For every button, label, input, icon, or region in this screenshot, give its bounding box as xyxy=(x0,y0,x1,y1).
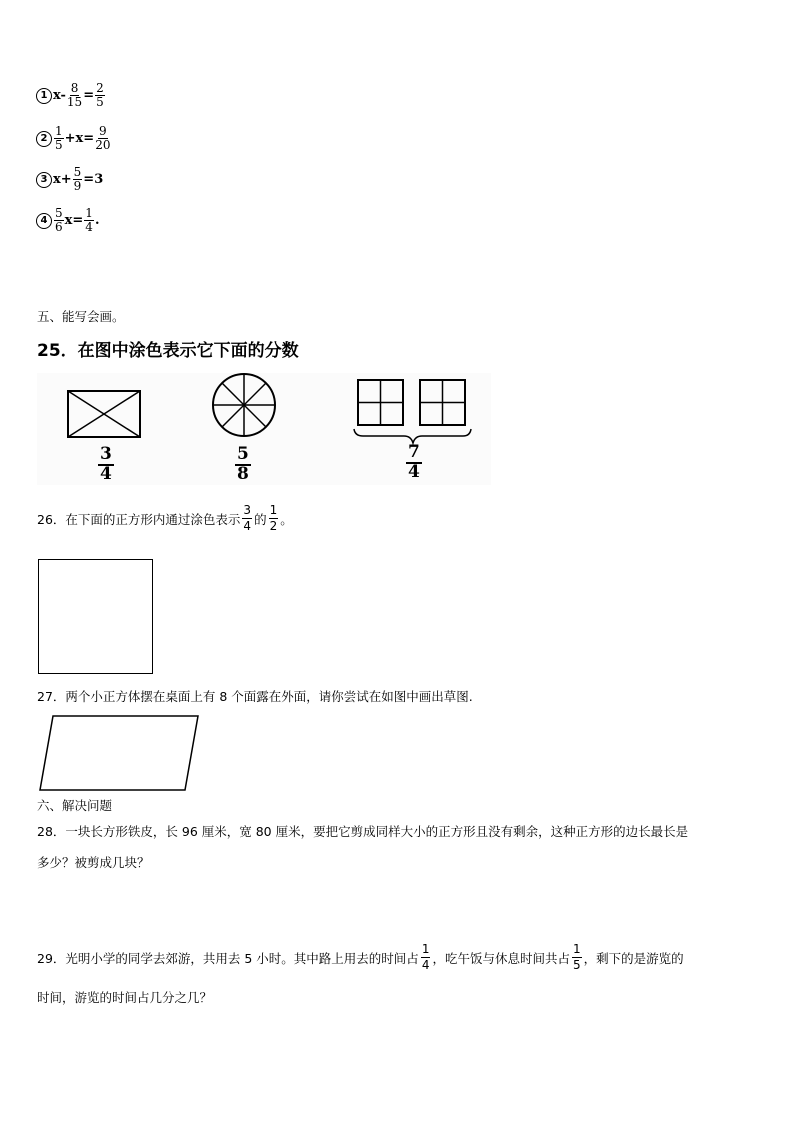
numerator: 1 xyxy=(55,124,63,138)
circle-shape xyxy=(213,374,275,436)
fraction-label xyxy=(98,446,114,483)
equation-text: = xyxy=(83,88,95,103)
denominator: 4 xyxy=(85,220,93,234)
section-five-heading: 五、能写会画。 xyxy=(37,309,125,324)
denominator: 4 xyxy=(421,958,430,972)
fraction xyxy=(73,166,83,193)
equation-text: . xyxy=(94,213,100,228)
denominator: 9 xyxy=(73,179,82,193)
fraction xyxy=(95,82,105,109)
numerator: 7 xyxy=(408,442,420,462)
brace-icon xyxy=(354,429,471,443)
fraction xyxy=(54,125,64,152)
equation-text: =3 xyxy=(83,172,104,187)
fraction xyxy=(54,207,64,234)
question-text: 。 xyxy=(280,511,293,527)
question-28-line-1: 28．一块长方形铁皮，长 96 厘米，宽 80 厘米，要把它剪成同样大小的正方形且没有剩余，这种正方形的边长最长是 xyxy=(37,824,689,839)
denominator: 5 xyxy=(96,95,104,109)
equation-number: 1 xyxy=(36,88,52,104)
rectangle-shape xyxy=(68,391,140,437)
question-29-line-1 xyxy=(37,942,684,973)
equation-number: 2 xyxy=(36,131,52,147)
denominator: 15 xyxy=(66,95,83,109)
denominator: 8 xyxy=(237,464,249,484)
equation-3 xyxy=(36,166,103,193)
equation-text: x+ xyxy=(53,172,72,187)
equation-2 xyxy=(36,125,111,152)
denominator: 2 xyxy=(269,519,278,533)
parallelogram-shape[interactable] xyxy=(38,714,200,792)
fraction xyxy=(84,207,94,234)
denominator: 20 xyxy=(95,138,111,152)
numerator: 5 xyxy=(55,206,63,220)
blank-square[interactable] xyxy=(38,559,153,674)
numerator: 3 xyxy=(100,444,112,464)
denominator: 5 xyxy=(572,958,581,972)
equation-number: 3 xyxy=(36,172,52,188)
numerator: 1 xyxy=(85,206,93,220)
equation-text: x- xyxy=(53,88,66,103)
fraction xyxy=(67,82,82,109)
equation-text: +x= xyxy=(64,131,95,146)
denominator: 4 xyxy=(243,519,252,533)
question-27-text: 27．两个小正方体摆在桌面上有 8 个面露在外面，请你尝试在如图中画出草图. xyxy=(37,689,473,704)
question-25-text: 25．在图中涂色表示它下面的分数 xyxy=(37,341,299,361)
equation-4 xyxy=(36,207,99,234)
equation-number: 4 xyxy=(36,213,52,229)
question-text: 的 xyxy=(254,511,267,527)
numerator: 2 xyxy=(96,81,104,95)
section-six-heading: 六、解决问题 xyxy=(37,798,113,813)
equation-text: x= xyxy=(64,213,84,228)
fraction xyxy=(269,503,279,534)
numerator: 1 xyxy=(421,942,430,956)
fraction-label xyxy=(406,444,422,481)
question-text: 26．在下面的正方形内通过涂色表示 xyxy=(37,511,241,527)
fraction xyxy=(421,942,431,973)
fraction xyxy=(242,503,252,534)
fraction xyxy=(95,125,110,152)
numerator: 9 xyxy=(99,124,107,138)
numerator: 1 xyxy=(572,942,581,956)
question-29-line-2: 时间，游览的时间占几分之几？ xyxy=(37,990,213,1005)
denominator: 6 xyxy=(55,220,63,234)
question-text: ，吃午饭与休息时间共占 xyxy=(432,950,570,966)
denominator: 5 xyxy=(55,138,63,152)
fraction-label xyxy=(235,446,251,483)
numerator: 1 xyxy=(269,503,278,517)
question-text: ，剩下的是游览的 xyxy=(583,950,684,966)
question-text: 29．光明小学的同学去郊游，共用去 5 小时。其中路上用去的时间占 xyxy=(37,950,419,966)
equation-1 xyxy=(36,82,106,109)
question-28-line-2: 多少？被剪成几块？ xyxy=(37,855,150,870)
numerator: 5 xyxy=(237,444,249,464)
two-squares-shape xyxy=(358,380,465,425)
numerator: 8 xyxy=(70,81,79,95)
numerator: 3 xyxy=(243,503,252,517)
question-26-text xyxy=(37,503,293,534)
numerator: 5 xyxy=(73,165,82,179)
fraction xyxy=(572,942,582,973)
denominator: 4 xyxy=(100,464,112,484)
denominator: 4 xyxy=(408,462,420,482)
